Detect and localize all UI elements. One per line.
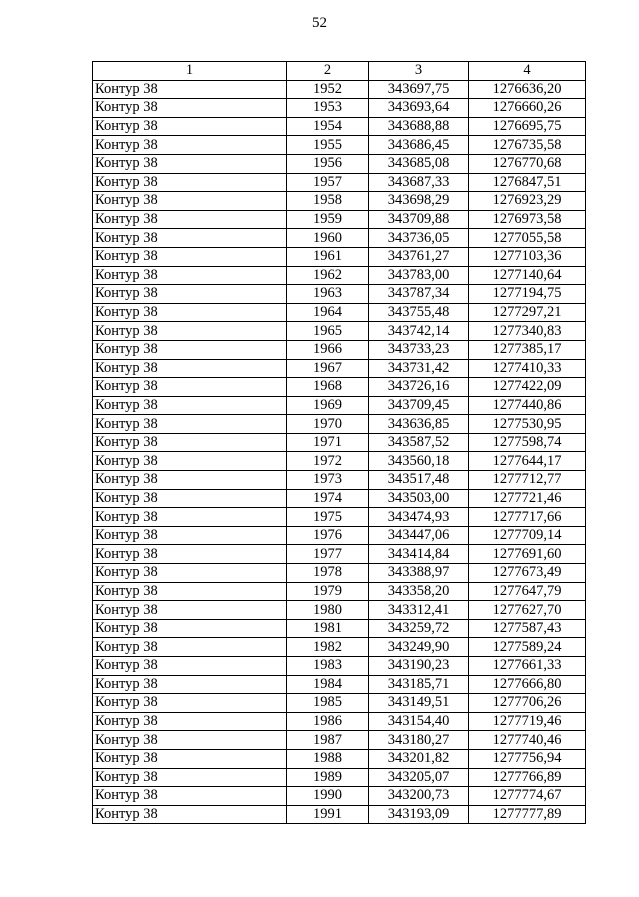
point-number-cell: 1952: [287, 80, 369, 99]
table-row: [93, 285, 586, 304]
point-number-cell: 1958: [287, 192, 369, 211]
table-row: [93, 657, 586, 676]
contour-name-cell: Контур 38: [93, 582, 287, 601]
y-coordinate-cell: 1277385,17: [469, 340, 586, 359]
point-number-cell: 1990: [287, 787, 369, 806]
contour-name-cell: Контур 38: [93, 415, 287, 434]
y-coordinate-cell: 1277644,17: [469, 452, 586, 471]
y-coordinate-cell: 1277055,58: [469, 229, 586, 248]
contour-name-cell: Контур 38: [93, 638, 287, 657]
x-coordinate-cell: 343185,71: [369, 675, 469, 694]
point-number-cell: 1983: [287, 657, 369, 676]
point-number-cell: 1988: [287, 749, 369, 768]
y-coordinate-cell: 1277440,86: [469, 396, 586, 415]
table-row: [93, 415, 586, 434]
contour-name-cell: Контур 38: [93, 136, 287, 155]
contour-name-cell: Контур 38: [93, 657, 287, 676]
contour-name-cell: Контур 38: [93, 749, 287, 768]
x-coordinate-cell: 343312,41: [369, 601, 469, 620]
point-number-cell: 1957: [287, 173, 369, 192]
point-number-cell: 1989: [287, 768, 369, 787]
y-coordinate-cell: 1277140,64: [469, 266, 586, 285]
x-coordinate-cell: 343200,73: [369, 787, 469, 806]
point-number-cell: 1973: [287, 471, 369, 490]
point-number-cell: 1982: [287, 638, 369, 657]
point-number-cell: 1975: [287, 508, 369, 527]
contour-name-cell: Контур 38: [93, 433, 287, 452]
y-coordinate-cell: 1277756,94: [469, 749, 586, 768]
x-coordinate-cell: 343154,40: [369, 712, 469, 731]
contour-name-cell: Контур 38: [93, 80, 287, 99]
point-number-cell: 1953: [287, 99, 369, 118]
table-row: [93, 433, 586, 452]
x-coordinate-cell: 343259,72: [369, 619, 469, 638]
y-coordinate-cell: 1277709,14: [469, 526, 586, 545]
contour-name-cell: Контур 38: [93, 526, 287, 545]
y-coordinate-cell: 1277194,75: [469, 285, 586, 304]
y-coordinate-cell: 1276636,20: [469, 80, 586, 99]
x-coordinate-cell: 343709,45: [369, 396, 469, 415]
table-row: [93, 564, 586, 583]
contour-name-cell: Контур 38: [93, 247, 287, 266]
point-number-cell: 1965: [287, 322, 369, 341]
table-row: [93, 154, 586, 173]
table-row: [93, 768, 586, 787]
x-coordinate-cell: 343205,07: [369, 768, 469, 787]
contour-name-cell: Контур 38: [93, 787, 287, 806]
y-coordinate-cell: 1276770,68: [469, 154, 586, 173]
point-number-cell: 1985: [287, 694, 369, 713]
x-coordinate-cell: 343698,29: [369, 192, 469, 211]
x-coordinate-cell: 343686,45: [369, 136, 469, 155]
point-number-cell: 1956: [287, 154, 369, 173]
contour-name-cell: Контур 38: [93, 359, 287, 378]
x-coordinate-cell: 343731,42: [369, 359, 469, 378]
y-coordinate-cell: 1277673,49: [469, 564, 586, 583]
y-coordinate-cell: 1276735,58: [469, 136, 586, 155]
table-row: [93, 787, 586, 806]
x-coordinate-cell: 343503,00: [369, 489, 469, 508]
x-coordinate-cell: 343687,33: [369, 173, 469, 192]
contour-name-cell: Контур 38: [93, 471, 287, 490]
x-coordinate-cell: 343693,64: [369, 99, 469, 118]
contour-name-cell: Контур 38: [93, 229, 287, 248]
point-number-cell: 1971: [287, 433, 369, 452]
table-row: [93, 80, 586, 99]
point-number-cell: 1977: [287, 545, 369, 564]
table-row: [93, 247, 586, 266]
point-number-cell: 1954: [287, 117, 369, 136]
table-row: [93, 229, 586, 248]
table-row: [93, 582, 586, 601]
contour-name-cell: Контур 38: [93, 452, 287, 471]
table-row: [93, 192, 586, 211]
table-row: [93, 694, 586, 713]
y-coordinate-cell: 1276695,75: [469, 117, 586, 136]
contour-name-cell: Контур 38: [93, 396, 287, 415]
contour-name-cell: Контур 38: [93, 340, 287, 359]
y-coordinate-cell: 1277103,36: [469, 247, 586, 266]
contour-name-cell: Контур 38: [93, 210, 287, 229]
contour-name-cell: Контур 38: [93, 303, 287, 322]
table-row: [93, 117, 586, 136]
x-coordinate-cell: 343560,18: [369, 452, 469, 471]
y-coordinate-cell: 1276973,58: [469, 210, 586, 229]
contour-name-cell: Контур 38: [93, 601, 287, 620]
x-coordinate-cell: 343587,52: [369, 433, 469, 452]
y-coordinate-cell: 1277410,33: [469, 359, 586, 378]
contour-name-cell: Контур 38: [93, 154, 287, 173]
column-header-4: 4: [469, 62, 586, 81]
x-coordinate-cell: 343249,90: [369, 638, 469, 657]
point-number-cell: 1972: [287, 452, 369, 471]
y-coordinate-cell: 1277340,83: [469, 322, 586, 341]
table-row: [93, 452, 586, 471]
point-number-cell: 1955: [287, 136, 369, 155]
table-row: [93, 712, 586, 731]
point-number-cell: 1976: [287, 526, 369, 545]
contour-name-cell: Контур 38: [93, 192, 287, 211]
x-coordinate-cell: 343733,23: [369, 340, 469, 359]
x-coordinate-cell: 343474,93: [369, 508, 469, 527]
x-coordinate-cell: 343761,27: [369, 247, 469, 266]
page-number: 52: [312, 15, 327, 31]
point-number-cell: 1984: [287, 675, 369, 694]
contour-name-cell: Контур 38: [93, 694, 287, 713]
contour-name-cell: Контур 38: [93, 285, 287, 304]
table-row: [93, 619, 586, 638]
contour-name-cell: Контур 38: [93, 619, 287, 638]
x-coordinate-cell: 343636,85: [369, 415, 469, 434]
x-coordinate-cell: 343190,23: [369, 657, 469, 676]
x-coordinate-cell: 343726,16: [369, 378, 469, 397]
table-row: [93, 601, 586, 620]
table-row: [93, 266, 586, 285]
table-row: [93, 303, 586, 322]
x-coordinate-cell: 343358,20: [369, 582, 469, 601]
point-number-cell: 1979: [287, 582, 369, 601]
table-row: [93, 489, 586, 508]
table-row: [93, 396, 586, 415]
point-number-cell: 1986: [287, 712, 369, 731]
table-row: [93, 545, 586, 564]
x-coordinate-cell: 343414,84: [369, 545, 469, 564]
table-row: [93, 675, 586, 694]
point-number-cell: 1962: [287, 266, 369, 285]
y-coordinate-cell: 1277740,46: [469, 731, 586, 750]
table-row: [93, 749, 586, 768]
y-coordinate-cell: 1277777,89: [469, 805, 586, 824]
y-coordinate-cell: 1277706,26: [469, 694, 586, 713]
point-number-cell: 1980: [287, 601, 369, 620]
contour-name-cell: Контур 38: [93, 712, 287, 731]
y-coordinate-cell: 1277691,60: [469, 545, 586, 564]
contour-name-cell: Контур 38: [93, 378, 287, 397]
x-coordinate-cell: 343149,51: [369, 694, 469, 713]
contour-name-cell: Контур 38: [93, 322, 287, 341]
x-coordinate-cell: 343388,97: [369, 564, 469, 583]
point-number-cell: 1970: [287, 415, 369, 434]
contour-name-cell: Контур 38: [93, 768, 287, 787]
contour-name-cell: Контур 38: [93, 99, 287, 118]
point-number-cell: 1991: [287, 805, 369, 824]
y-coordinate-cell: 1277589,24: [469, 638, 586, 657]
y-coordinate-cell: 1277721,46: [469, 489, 586, 508]
x-coordinate-cell: 343447,06: [369, 526, 469, 545]
x-coordinate-cell: 343755,48: [369, 303, 469, 322]
x-coordinate-cell: 343180,27: [369, 731, 469, 750]
x-coordinate-cell: 343787,34: [369, 285, 469, 304]
x-coordinate-cell: 343783,00: [369, 266, 469, 285]
y-coordinate-cell: 1276923,29: [469, 192, 586, 211]
point-number-cell: 1960: [287, 229, 369, 248]
table-row: [93, 173, 586, 192]
point-number-cell: 1978: [287, 564, 369, 583]
column-header-3: 3: [369, 62, 469, 81]
contour-name-cell: Контур 38: [93, 173, 287, 192]
point-number-cell: 1981: [287, 619, 369, 638]
column-header-2: 2: [287, 62, 369, 81]
x-coordinate-cell: 343688,88: [369, 117, 469, 136]
table-row: [93, 136, 586, 155]
contour-name-cell: Контур 38: [93, 508, 287, 527]
table-row: [93, 731, 586, 750]
x-coordinate-cell: 343736,05: [369, 229, 469, 248]
point-number-cell: 1967: [287, 359, 369, 378]
y-coordinate-cell: 1277422,09: [469, 378, 586, 397]
table-row: [93, 340, 586, 359]
table-row: [93, 378, 586, 397]
table-row: [93, 638, 586, 657]
column-header-1: 1: [93, 62, 287, 81]
y-coordinate-cell: 1277719,46: [469, 712, 586, 731]
table-body: [93, 80, 586, 824]
x-coordinate-cell: 343742,14: [369, 322, 469, 341]
coordinates-table: [92, 61, 586, 824]
contour-name-cell: Контур 38: [93, 266, 287, 285]
x-coordinate-cell: 343517,48: [369, 471, 469, 490]
x-coordinate-cell: 343193,09: [369, 805, 469, 824]
y-coordinate-cell: 1277717,66: [469, 508, 586, 527]
point-number-cell: 1966: [287, 340, 369, 359]
y-coordinate-cell: 1277598,74: [469, 433, 586, 452]
contour-name-cell: Контур 38: [93, 805, 287, 824]
point-number-cell: 1974: [287, 489, 369, 508]
y-coordinate-cell: 1277647,79: [469, 582, 586, 601]
x-coordinate-cell: 343709,88: [369, 210, 469, 229]
point-number-cell: 1969: [287, 396, 369, 415]
point-number-cell: 1961: [287, 247, 369, 266]
contour-name-cell: Контур 38: [93, 489, 287, 508]
y-coordinate-cell: 1277530,95: [469, 415, 586, 434]
y-coordinate-cell: 1277666,80: [469, 675, 586, 694]
table-header-row: [93, 62, 586, 81]
table-row: [93, 526, 586, 545]
contour-name-cell: Контур 38: [93, 545, 287, 564]
table-row: [93, 508, 586, 527]
table-row: [93, 471, 586, 490]
y-coordinate-cell: 1277297,21: [469, 303, 586, 322]
table-row: [93, 210, 586, 229]
contour-name-cell: Контур 38: [93, 564, 287, 583]
table-row: [93, 322, 586, 341]
contour-name-cell: Контур 38: [93, 731, 287, 750]
contour-name-cell: Контур 38: [93, 117, 287, 136]
y-coordinate-cell: 1277774,67: [469, 787, 586, 806]
point-number-cell: 1964: [287, 303, 369, 322]
x-coordinate-cell: 343685,08: [369, 154, 469, 173]
y-coordinate-cell: 1277712,77: [469, 471, 586, 490]
table-row: [93, 805, 586, 824]
x-coordinate-cell: 343697,75: [369, 80, 469, 99]
point-number-cell: 1987: [287, 731, 369, 750]
y-coordinate-cell: 1277661,33: [469, 657, 586, 676]
y-coordinate-cell: 1277587,43: [469, 619, 586, 638]
y-coordinate-cell: 1276660,26: [469, 99, 586, 118]
table-row: [93, 99, 586, 118]
point-number-cell: 1968: [287, 378, 369, 397]
point-number-cell: 1959: [287, 210, 369, 229]
y-coordinate-cell: 1276847,51: [469, 173, 586, 192]
table-row: [93, 359, 586, 378]
point-number-cell: 1963: [287, 285, 369, 304]
contour-name-cell: Контур 38: [93, 675, 287, 694]
y-coordinate-cell: 1277766,89: [469, 768, 586, 787]
y-coordinate-cell: 1277627,70: [469, 601, 586, 620]
x-coordinate-cell: 343201,82: [369, 749, 469, 768]
